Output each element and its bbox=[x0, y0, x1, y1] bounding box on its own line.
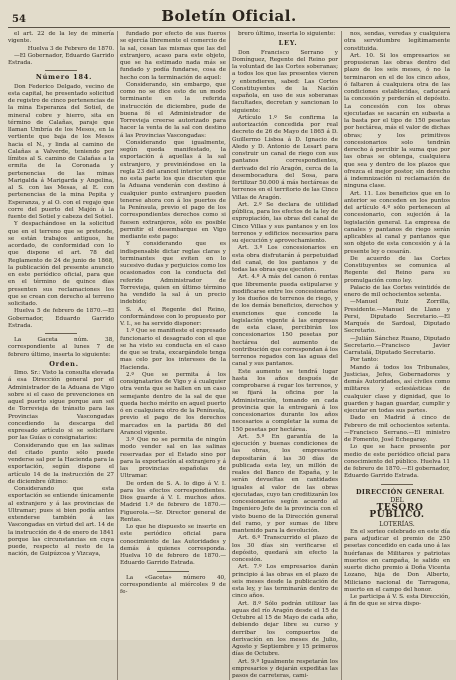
paragraph: Art. 5.º En garantía de la ejecución y buenas condiciones de las obras, los empresarios depositarán á las 30 días de publicada esta ley, un millón de reales del Banco de España, y le serán devueltas en cantidades iguales al valor de las obras ejecutadas, cuyo tan creditizarán los concesionarios según acuerdo al Ingeniero Jefe de la provincia con el visto bueno de la Dirección general del ramo, y por sumas de libre mantenido para la devolución. bbox=[232, 434, 338, 536]
section-heading: Orden. bbox=[8, 361, 114, 368]
divider bbox=[381, 484, 413, 485]
paragraph: Palacio de las Cortes veintidós de enero de mil ochocientos setenta. bbox=[344, 285, 450, 300]
paragraph: —El Gobernador, Eduardo Garrido Estrada. bbox=[8, 53, 114, 68]
paragraph: Considerando, sin embargo, que como no se dice esto de un modo terminante en la referida instrucción de diciembre, pude de buena fé el Administrador de Torrevieja creerse autorizado para hacer la venta de la sal con destino á las Provincias Vascongadas: bbox=[120, 82, 226, 140]
paragraph: Art. 9.º Igualmente respetarán los empresarios y dejarán expeditas las pasos de carreteras, cami- bbox=[232, 659, 338, 680]
paragraph: 1.º Que se manifieste el expresado funcionario el desagrado con el que se ha visto su conducta en el caso de que se trata, excargándole tenga mas celo por los intereses de la Hacienda. bbox=[120, 328, 226, 372]
column-3 bbox=[232, 31, 338, 680]
divider bbox=[45, 333, 77, 334]
section-title: TESORO PÚBLICO. bbox=[344, 505, 450, 520]
paragraph: Ilmo. Sr.: Visto la consulta elevada á esa Dirección general por el Administrador de la Aduana de Vigo sobre si el caso de prevenciones en aquel puerto sigue porque aun sol de Torrevieja de tránsito para las Provincias Vascongadas concediendo la descarga del expresado artículo si se solicitare por las Guías o consignatarios: bbox=[8, 370, 114, 443]
paragraph: Artículo 1.º Se confirma la autorización concedida por real decreto de 26 de Mayo de 1865 á D. Guillermo Lisboa á D. Ignacio de Aledo y D. Antonio de Lesart para construir un canal de riego con sus pantanos correspondientes, derivado del río Aragón, cerca de la desembocadura del Sosa, para fertilizar 50.000 á más hectáreas de terrenos en el territorio de las Cinco Villas de Aragón. bbox=[232, 115, 338, 202]
paragraph: Art. 8.º Sólo podrán utilizar las aguas del río Aragón desde el 15 de Octubre al 15 de Mayo de cada año, debiendo dejar libre su curso y derribar los compuertos de derivación en los meses de Julio, Agosto y Septiembre y 15 primeros días de Octubre. bbox=[232, 601, 338, 659]
paragraph: Art. 6.º Transcurrido el plazo de los 30 días sin verificarse el depósito, quedará sin efecto la concesión. bbox=[232, 535, 338, 564]
paragraph: Por tanto: bbox=[344, 357, 450, 364]
section-title: DIRECCIÓN GENERAL bbox=[344, 489, 450, 496]
notice-number: Número 184. bbox=[8, 74, 114, 81]
column-2 bbox=[120, 31, 226, 680]
paragraph: Art. 11. Los beneficios que en lo anterior se conceden en los puntos del artículo 4.º sólo pertenecen al concesionario, con sujeción á la legislación general. La empresa de canales y pantanos de riego serán aplicables al canal y pantanos que son objeto de esta concesión y á la presente ley o cesarán. bbox=[344, 191, 450, 256]
paragraph: Considerando que esta exportación se entiende únicamente al extranjero y á las provincias de Ultramar; pues si bien podía antes extenderse también á las Vascongadas en virtud del art. 14 de la instrucción de 4 de enero de 1841 porque las circunstancias en cuya puede, respecto al resto de la nación, de Guipúzcoa y Vizcaya, bbox=[8, 486, 114, 559]
paragraph: Huelva 3 de Febrero de 1870. bbox=[8, 46, 114, 53]
paragraph: De acuerdo de las Cortes Constituyentes se comunica al Regente del Reino para su promulgación como ley. bbox=[344, 256, 450, 285]
section-subtitle: LOTERÍAS. bbox=[344, 521, 450, 528]
paragraph: 3.º Que no se permita de ningún modo vender sal en las salinas reservadas por el Estado sino por para la exportación al extranjero y á las provincias españolas de Ultramar. bbox=[120, 437, 226, 481]
paragraph: Este aumento se tendrá lugar hasta los años después de comprobarse á regar los terrenos, y se fijará la oficina por la Administración, tomando en cada provincia que la entregará á los concesionarios durante los años necesarios a completar la suma de 150 pesetas por hectárea. bbox=[232, 369, 338, 434]
paragraph: 2.º Que se permita á los consignatarios de Vigo y á cualquier otra venta que se hallen en un caso semejante dentro de la sal de que queda hecho mérito en aquel puerto ó en cualquiera otro de la Península, previo el pago de los derechos marcados en la partida 86 del Arancel vigente. bbox=[120, 372, 226, 437]
paragraph: Mando á todos los Tribunales, Justicias, Jefes, Gobernadores y demás Autoridades, así civiles como militares y eclesiásticas de cualquier clase y dignidad, que lo guarden y hagan guardar, cumplir y ejecutar en todas sus partes. bbox=[344, 365, 450, 416]
section-heading: LEY. bbox=[232, 40, 338, 47]
paragraph: Huelva 5 de febrero de 1870.—El Gobernador, Eduardo Garrido Estrada. bbox=[8, 308, 114, 330]
paragraph: Y despachándose en la solicitud que en el terreno que se pretende, se están trabajos antiguos, he acordado, de conformidad con lo que dispone el art. 78 del Reglamento de 24 de junio de 1868, la publicación del presente anuncio en este periódico oficial, para que en el término de quince días presenten sus reclamaciones los que se crean con derecho al terreno solicitado. bbox=[8, 221, 114, 308]
paragraph: Art. 7.º Los empresarios darán principio á las obras en el plazo de seis meses desde la publicación de esta ley, y las terminarán dentro de cinco años. bbox=[232, 564, 338, 600]
journal-title: Boletín Oficial. bbox=[161, 7, 296, 25]
paragraph: fundado por efecto de sus fueros se ejercía libremente el comercio de la sal, cesan las mismas que las del extranjero, acaso para este objeto, que se ha estimado nada más se fundado y podía fundarse, cosa de hecho con la terminación de aquel: bbox=[120, 31, 226, 82]
paragraph: Art. 3.º Los concesionarios en esta obra disfrutarán á perpetuidad del canal, de los pantanos y de todas las obras que ejecuten. bbox=[232, 245, 338, 274]
column-4 bbox=[344, 31, 450, 680]
divider bbox=[45, 70, 77, 71]
paragraph: el art. 22 de la ley de minería vigente. bbox=[8, 31, 114, 46]
paragraph: Considerando que en las salinas del citado punto sólo puede venderse sal por la Hacienda para la exportación, según dispone el artículo 14 de la instrucción de 27 de diciembre último: bbox=[8, 443, 114, 487]
paragraph: Lo que he dispuesto se inserte en este periódico oficial para conocimiento de las Autoridades y demás á quienes corresponda. Huelva 10 de febrero de 1870.—Eduardo Garrido Estrada. bbox=[120, 524, 226, 568]
divider bbox=[157, 571, 189, 572]
paragraph: De orden de S. A. lo digo á V. I. para los efectos correspondientes. Dios guarde á V. I. muchos años. Madrid 1.º de febrero de 1870.—Figuerola.—Sr. Director general de Rentas. bbox=[120, 481, 226, 525]
paragraph: —Julián Sánchez Ruano, Diputado Secretario.—Francisco Javier Carratalá, Diputado Secretario. bbox=[344, 336, 450, 358]
paragraph: —Manuel Ruiz Zorrilla, Presidente.—Manuel de Llano y Persi, Diputado Secretario.—El Marqués de Sardoal, Diputado Secretario. bbox=[344, 299, 450, 335]
paragraph: Y considerando que es indispensable dictar reglas claras y terminantes que eviten en lo sucesivo dudas y perjuicios como los ocasionados con la conducta del referido Administrador de Torrevieja, quien en último término ha vendido la sal á un precio indebido; bbox=[120, 241, 226, 306]
paragraph: En el sorteo celebrado en este día para adjudicar el premio de 250 pesetas concedido en cada uno á las huérfanas de Militares y patriotas muertos en campaña, le salido en suerte dicho premio á Doña Vicenta Lozano, hija de Don Alberto, Miliciano nacional de Tarragona, muerto en el campo del honor. bbox=[344, 529, 450, 594]
paragraph: Art. 2.º Se declara de utilidad pública, para los efectos de la ley de expropiación, las obras del canal de Cinco Villas y sus pantanos y en los terrenos y edificios necesarios para su ejecución y aprovechamiento. bbox=[232, 202, 338, 246]
paragraph: brero último, inserta lo siguiente: bbox=[232, 31, 338, 38]
text-columns bbox=[8, 28, 450, 641]
paragraph: Don Federico Delgado, vecino de esta capital, he presentado solicitud de registro de cinco pertenencias de la mina Esperanza del Sotiel, de mineral cobre y hierro, sita en término de Calañas, paraje que llaman Umbría de los Mesos, en la vertiente que baja de los Mesos hacia el N., y linda al camino de Calañas a Valverde, teniendo por límites al S. camino de Calañas a la ermita de la Coronada y pertenencias de las minas Marigalda á Marigarda y Angelina, al S. con las Mesas, al E. con pertenencias de la mina Pepita y Esperanza, y al O. con el regajo que corre del puerto del Majón á la fuente del Sotiel y cabeza del Sotiel. bbox=[8, 84, 114, 222]
paragraph: S. A. el Regente del Reino, conformándose con lo propuesto por V. I., se ha servido disponer: bbox=[120, 307, 226, 329]
paragraph: Dado en Madrid á cinco de Febrero de mil ochocientos setenta.—Francisco Serrano.—El ministro de Fomento, José Echegaray. bbox=[344, 415, 450, 444]
section-title: DEL bbox=[344, 497, 450, 504]
page-number: 54 bbox=[12, 14, 52, 25]
paragraph: Art. 10. Si los empresarios se propusieran las obras dentro del plazo de los seis meses, ó no la terminaron en el de los cinco años, ó faltaren á cualquiera otra de las condiciones establecidas, caducará la concesión y perderán el depósito. La concesión con los obras ejecutadas se sacarán en subasta a la basta por el tipo de 150 pesetas por hectárea, más el valor de dichas obras; y los primitivos concesionarios solo tendrán derecho á percibir la suma que por las obras se obtenga, cualquiera que sea y dentro de los plazos que ofrezca el mejor postor, sin derecho á indemnización ni reclamación de ninguna clase. bbox=[344, 53, 450, 191]
paragraph: Don Francisco Serrano y Domínguez, Regente del Reino por la voluntad de las Cortes soberanas; a todos los que las presentes vieren y entendieren, sabed: Las Cortes Constituyentes de la Nación española, en uso de sus soberanas facultades, decretan y sancionan lo siguiente: bbox=[232, 50, 338, 115]
paragraph: La Gaceta núm. 38, correspondiente al lunes 7 de febrero último, inserta lo siguiente: bbox=[8, 337, 114, 359]
paragraph: Considerando que igualmente, según queda manifestado, la exportación á aquellas á la sal extranjero, y previniéndose en la regla 23 del arancel interior vigente no esta parte los que discuten que la Aduana venderán con destino á cualquier punto extranjero pueden tenerse ahora con á los puertos de la Península, previo el pago de los correspondientes derechos como si fuesen extranjeros, sólo es posible permitir el desembarque en Vigo mediante este pago: bbox=[120, 140, 226, 242]
paragraph: Le participa á V. S. esta Dirección, á fin de que se sirva dispo- bbox=[344, 594, 450, 609]
paragraph: nos, sendas, veredas y cualquiera otra servidumbre legítimamente constituida. bbox=[344, 31, 450, 53]
paragraph: La «Gaceta» número 40, correspondiente al miércoles 9 de fe- bbox=[120, 575, 226, 597]
paragraph: Art. 4.º A más del canon ó rentas que libremente pueda estipularse y modificarse entre los concesionarios y los dueños de terrenos de riego, y de los demás beneficios, derechos y exenciones que concede la legislación vigente á las empresas de esta clase, percibirán los concesionarios 150 pesetas por hectárea del aumento de contribución que correspondan á los terrenos regados con las aguas del canal y sus pantanos. bbox=[232, 274, 338, 368]
paragraph: Lo que se hace presente por medio de este periódico oficial para conocimiento del público. Huelva 11 de febrero de 1870.—El gobernador, Eduardo Garrido Estrada. bbox=[344, 444, 450, 480]
page-header bbox=[8, 6, 450, 28]
column-1 bbox=[8, 31, 114, 680]
